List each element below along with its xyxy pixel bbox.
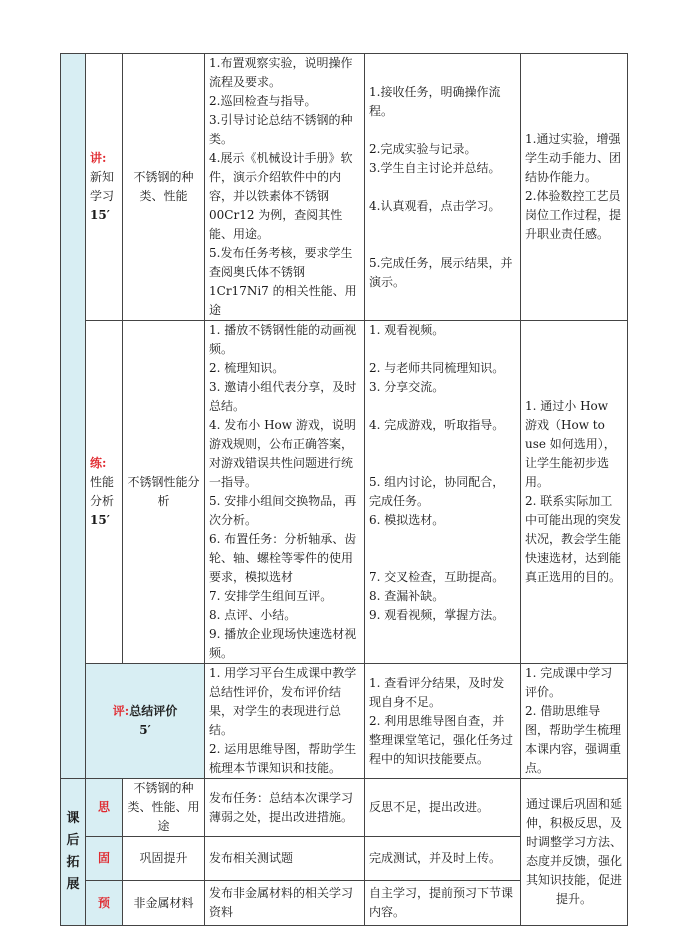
teacher-activity-cell bbox=[205, 664, 365, 779]
goal-item: 2.体验数控工艺员岗位工作过程，提升职业责任感。 bbox=[525, 189, 622, 241]
teacher-item: 6. 布置任务：分析轴承、齿轮、轴、螺栓等零件的使用要求，模拟选材 bbox=[209, 532, 357, 584]
after-class-phase-cell bbox=[61, 779, 86, 926]
after-tag: 固 bbox=[86, 837, 123, 881]
stage-cell bbox=[86, 321, 123, 664]
student-item: 4. 完成游戏，听取指导。 bbox=[369, 418, 505, 432]
teacher-item: 3. 邀请小组代表分享，及时总结。 bbox=[209, 380, 357, 413]
student-item: 1. 查看评分结果，及时发现自身不足。 bbox=[369, 675, 505, 709]
stage-name: 总结评价 bbox=[129, 704, 178, 718]
after-class-char: 后 bbox=[66, 833, 80, 848]
after-tag: 预 bbox=[86, 881, 123, 926]
content-cell: 不锈钢的种类、性能 bbox=[123, 54, 205, 321]
stage-time: 15′ bbox=[90, 208, 110, 222]
goal-item: 1. 完成课中学习评价。 bbox=[525, 666, 613, 699]
student-item: 9. 观看视频，掌握方法。 bbox=[369, 608, 505, 622]
teacher-item: 8. 点评、小结。 bbox=[209, 608, 297, 622]
after-class-char: 课 bbox=[66, 811, 80, 826]
stage-time: 5′ bbox=[139, 723, 151, 737]
teacher-item: 4.展示《机械设计手册》软件，演示介绍软件中的内容，并以铁素体不锈钢 00Cr12 为例，查阅其性能、用途。 bbox=[209, 151, 353, 241]
stage-cell bbox=[86, 664, 205, 779]
student-item: 2. 与老师共同梳理知识。 bbox=[369, 361, 505, 375]
stage-time: 15′ bbox=[90, 513, 110, 527]
teacher-activity-cell: 发布非金属材料的相关学习资料 bbox=[205, 881, 365, 926]
content-cell: 不锈钢性能分析 bbox=[123, 321, 205, 664]
student-activity-cell: 自主学习，提前预习下节课内容。 bbox=[365, 881, 521, 926]
teacher-item: 9. 播放企业现场快速选材视频。 bbox=[209, 627, 357, 660]
teacher-item: 7. 安排学生组间互评。 bbox=[209, 589, 333, 603]
student-item: 2.完成实验与记录。 bbox=[369, 141, 477, 156]
student-item: 7. 交叉检查，互助提高。 bbox=[369, 570, 505, 584]
teacher-item: 4. 发布小 How 游戏，说明游戏规则，公布正确答案，对游戏错误共性问题进行统一指导。 bbox=[209, 418, 356, 489]
after-class-char: 拓 bbox=[66, 855, 80, 870]
teacher-activity-cell: 发布任务：总结本次课学习薄弱之处，提出改进措施。 bbox=[205, 779, 365, 837]
teacher-item: 2.巡回检查与指导。 bbox=[209, 94, 317, 108]
goal-item: 1. 通过小 How 游戏（How to use 如何选用），让学生能初步选用。 bbox=[525, 399, 616, 489]
student-item: 1. 观看视频。 bbox=[369, 323, 445, 337]
teacher-item: 5.发布任务考核，要求学生查阅奥氏体不锈钢 1Cr17Ni7 的相关性能、用途 bbox=[209, 246, 357, 317]
goal-cell bbox=[521, 664, 628, 779]
student-item: 4.认真观看，点击学习。 bbox=[369, 198, 501, 213]
stage-row-practice bbox=[61, 321, 628, 664]
goal-item: 1.通过实验，增强学生动手能力、团结协作能力。 bbox=[525, 132, 622, 184]
teacher-item: 2. 运用思维导图，帮助学生梳理本节课知识和技能。 bbox=[209, 742, 357, 775]
teacher-activity-cell: 发布相关测试题 bbox=[205, 837, 365, 881]
content-cell: 巩固提升 bbox=[123, 837, 205, 881]
goal-cell: 通过课后巩固和延伸，积极反思，及时调整学习方法、态度并反馈，强化其知识技能，促进提升。 bbox=[521, 779, 628, 926]
teacher-item: 1. 播放不锈钢性能的动画视频。 bbox=[209, 323, 357, 356]
after-row-reflect bbox=[61, 779, 628, 837]
student-item: 5.完成任务，展示结果，并演示。 bbox=[369, 255, 513, 289]
student-activity-cell: 反思不足，提出改进。 bbox=[365, 779, 521, 837]
stage-row-evaluate bbox=[61, 664, 628, 779]
student-activity-cell: 完成测试，并及时上传。 bbox=[365, 837, 521, 881]
student-activity-cell bbox=[365, 664, 521, 779]
in-class-phase-cell bbox=[61, 54, 86, 779]
goal-cell bbox=[521, 54, 628, 321]
student-activity-cell bbox=[365, 321, 521, 664]
teacher-activity-cell bbox=[205, 54, 365, 321]
goal-cell bbox=[521, 321, 628, 664]
student-item: 3.学生自主讨论并总结。 bbox=[369, 160, 501, 175]
teacher-item: 1. 用学习平台生成课中教学总结性评价，发布评价结果，对学生的表现进行总结。 bbox=[209, 666, 357, 737]
after-class-char: 展 bbox=[66, 877, 80, 892]
teacher-item: 1.布置观察实验，说明操作流程及要求。 bbox=[209, 56, 353, 89]
teacher-item: 2. 梳理知识。 bbox=[209, 361, 285, 375]
stage-tag: 练: bbox=[90, 456, 107, 470]
student-item: 5. 组内讨论，协同配合，完成任务。 bbox=[369, 475, 505, 508]
stage-row-learn bbox=[61, 54, 628, 321]
stage-name-line: 分析 bbox=[90, 494, 115, 508]
student-activity-cell bbox=[365, 54, 521, 321]
goal-item: 2. 借助思维导图，帮助学生梳理本课内容，强调重点。 bbox=[525, 704, 622, 775]
stage-tag: 讲: bbox=[90, 151, 107, 165]
content-cell: 不锈钢的种类、性能、用途 bbox=[123, 779, 205, 837]
student-item: 1.接收任务，明确操作流程。 bbox=[369, 84, 501, 118]
teacher-item: 5. 安排小组间交换物品，再次分析。 bbox=[209, 494, 357, 527]
teacher-activity-cell bbox=[205, 321, 365, 664]
content-cell: 非金属材料 bbox=[123, 881, 205, 926]
stage-name-line: 新知 bbox=[90, 170, 115, 184]
student-item: 6. 模拟选材。 bbox=[369, 513, 445, 527]
stage-name-line: 性能 bbox=[90, 475, 115, 489]
teacher-item: 3.引导讨论总结不锈钢的种类。 bbox=[209, 113, 353, 146]
lesson-plan-table bbox=[60, 53, 628, 926]
student-item: 8. 查漏补缺。 bbox=[369, 589, 445, 603]
after-tag: 思 bbox=[86, 779, 123, 837]
stage-name-line: 学习 bbox=[90, 189, 115, 203]
stage-tag: 评: bbox=[112, 704, 130, 718]
goal-item: 2. 联系实际加工中可能出现的突发状况，教会学生能快速选材，达到能真正选用的目的。 bbox=[525, 494, 622, 584]
student-item: 3. 分享交流。 bbox=[369, 380, 445, 394]
student-item: 2. 利用思维导图自查，并整理课堂笔记，强化任务过程中的知识技能要点。 bbox=[369, 713, 514, 766]
stage-cell bbox=[86, 54, 123, 321]
